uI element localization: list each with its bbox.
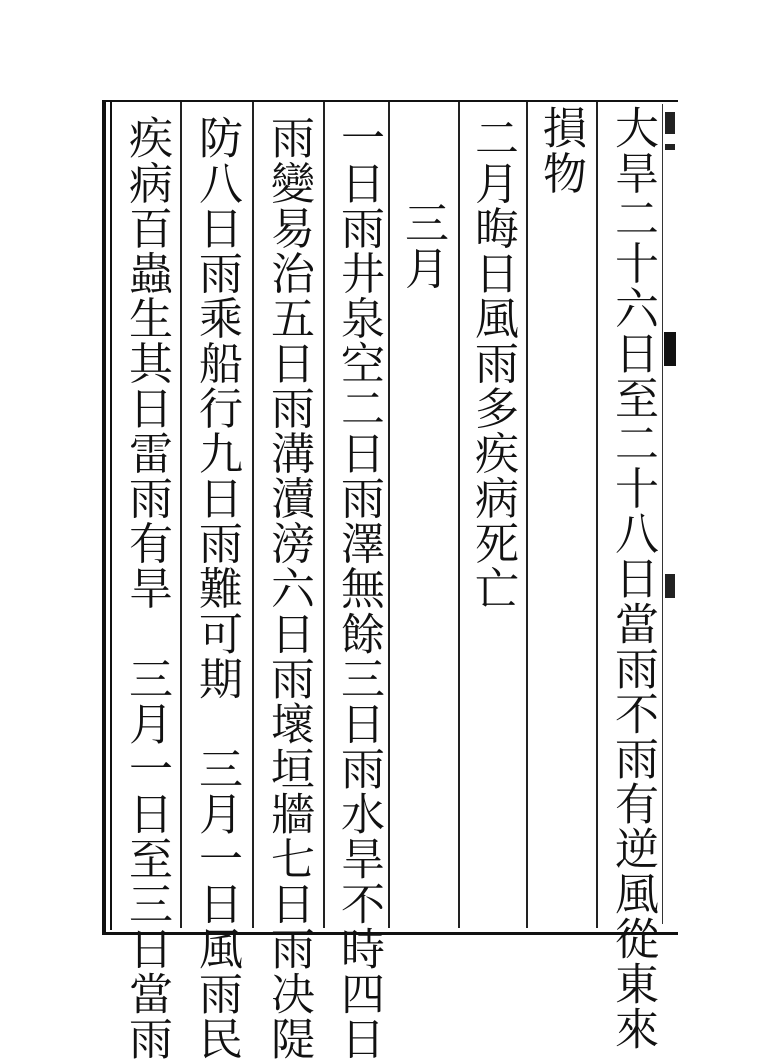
page-margin-fragment [662,104,677,924]
margin-mark [665,574,675,598]
text-column-3: 二月晦日風雨多疾病死亡 [467,115,518,611]
column-rule [252,102,254,928]
column-rule [596,102,598,928]
margin-mark [665,144,675,150]
text-column-6: 雨變易治五日雨溝瀆滂六日雨壞垣牆七日雨决隄 [263,115,314,1061]
column-rule [323,102,325,928]
text-column-4: 三月 [397,200,448,291]
page-edge-mark [664,332,676,366]
text-column-8: 疾病百蟲生其日雷雨有旱 三月一日至三日當雨 [121,115,172,1061]
column-rule [458,102,460,928]
text-column-1: 大旱二十六日至二十八日當雨不雨有逆風從東來 [607,105,658,1052]
text-column-5: 一日雨井泉空二日雨澤無餘三日雨水旱不時四日 [333,115,384,1061]
column-rule [180,102,182,928]
margin-mark [665,112,675,134]
text-column-7: 防八日雨乘船行九日雨難可期 三月一日風雨民 [191,115,242,1061]
text-column-2: 損物 [535,105,586,196]
column-rule [388,102,390,928]
inner-border-line [110,100,112,930]
page-border [102,100,678,935]
column-rule [526,102,528,928]
